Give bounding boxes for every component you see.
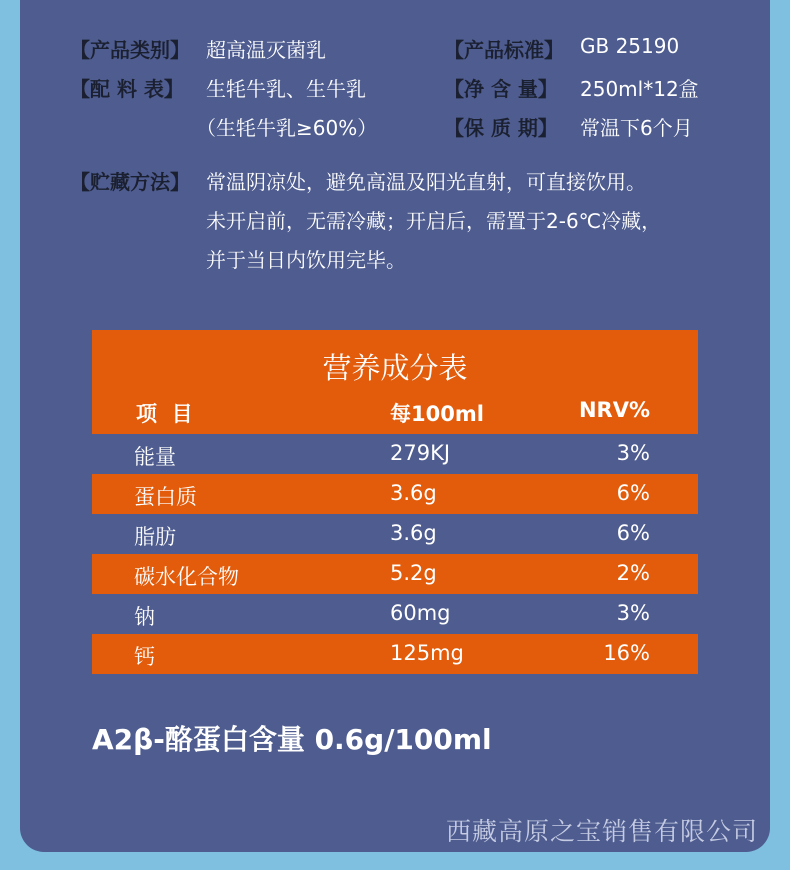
nutrition-row-fat: [92, 514, 698, 554]
net-content-value: 250ml*12盒: [580, 77, 699, 101]
nutrient-nrv: 16%: [603, 641, 650, 665]
nutrient-nrv: 3%: [616, 601, 650, 625]
nutrition-row-protein: [92, 474, 698, 514]
storage-line-1: 常温阴凉处，避免高温及阳光直射，可直接饮用。: [206, 170, 646, 194]
nutrient-amount: 3.6g: [390, 521, 437, 545]
shelf-life-value: 常温下6个月: [580, 116, 693, 140]
net-content-label: 【净 含 量】: [444, 77, 558, 101]
storage-label: 【贮藏方法】: [70, 170, 190, 194]
shelf-life-label: 【保 质 期】: [444, 116, 558, 140]
nutrient-amount: 3.6g: [390, 481, 437, 505]
storage-line-3: 并于当日内饮用完毕。: [206, 248, 406, 272]
nutrition-table: [92, 330, 698, 674]
category-value: 超高温灭菌乳: [206, 38, 326, 62]
nutrient-amount: 5.2g: [390, 561, 437, 585]
storage-line-2: 未开启前，无需冷藏；开启后，需置于2-6℃冷藏，: [206, 209, 662, 233]
ingredients-label: 【配 料 表】: [70, 77, 184, 101]
nutrition-table-header: [92, 330, 698, 434]
standard-value: GB 25190: [580, 34, 680, 58]
nutrient-name: 脂肪: [134, 525, 176, 549]
nutrition-row-carbohydrate: [92, 554, 698, 594]
a2-protein-content: A2β-酪蛋白含量 0.6g/100ml: [92, 723, 492, 756]
nutrient-name: 钙: [134, 645, 155, 669]
ingredients-value: 生牦牛乳、生牛乳: [206, 77, 366, 101]
nutrition-row-energy: [92, 434, 698, 474]
nutrient-nrv: 2%: [616, 561, 650, 585]
standard-label: 【产品标准】: [444, 38, 564, 62]
column-header-per-100ml: 每100ml: [390, 402, 484, 426]
category-label: 【产品类别】: [70, 38, 190, 62]
nutrient-name: 钠: [134, 605, 155, 629]
ingredients-note: （生牦牛乳≥60%）: [196, 116, 378, 140]
nutrition-table-title: 营养成分表: [322, 351, 468, 385]
nutrient-amount: 60mg: [390, 601, 451, 625]
column-header-nrv: NRV%: [578, 398, 650, 422]
nutrient-nrv: 6%: [616, 521, 650, 545]
nutrient-name: 蛋白质: [134, 485, 197, 509]
column-header-item: 项 目: [136, 402, 193, 426]
nutrient-amount: 279KJ: [390, 441, 451, 465]
nutrient-nrv: 3%: [616, 441, 650, 465]
nutrient-name: 碳水化合物: [134, 565, 239, 589]
nutrient-name: 能量: [134, 445, 176, 469]
nutrient-nrv: 6%: [616, 481, 650, 505]
nutrition-row-sodium: [92, 594, 698, 634]
nutrition-row-calcium: [92, 634, 698, 674]
company-name: 西藏高原之宝销售有限公司: [445, 817, 758, 846]
nutrient-amount: 125mg: [390, 641, 464, 665]
